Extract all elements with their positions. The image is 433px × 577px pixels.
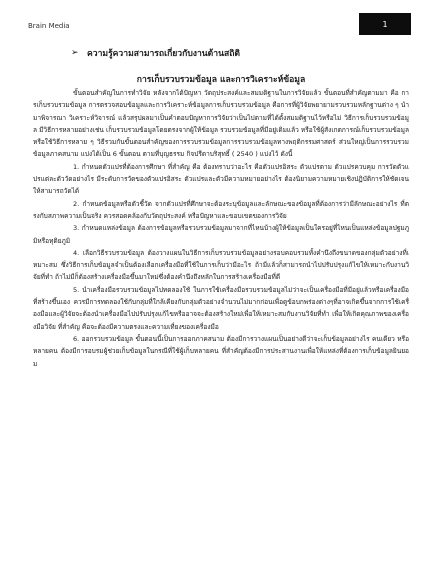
document-body (33, 46, 409, 370)
section-heading (71, 46, 409, 60)
brand-label: Brain Media (28, 22, 70, 30)
page-header (0, 0, 433, 42)
section-title: ความรู้ความสามารถเกี่ยวกับงานด้านสถิติ (87, 49, 240, 59)
page-number-badge: 1 (359, 13, 411, 35)
list-item: 4. เลือกวิธีรวบรวมข้อมูล ต้องวางแผนในวิธีการเก็บรวบรวมข้อมูลอย่างรอบคอบรวมทั้งคำนึงถึงขนาดของกลุ่มตัวอย่างที่เหมาะสม ซึ่งวิธีการเก็บข้อมูลจำเป็นต้องเลือกเครื่องมือที่ใช้ในการเก็บว่ามีอะไร ถ้ามีแล้วก็สามารถนำไปปรับปรุงแก้ไขให้เหมาะกับงานวิจัยที่ทำ ถ้าไม่มีก็ต้องสร้างเครื่องมือขึ้นมาใหม่ซึ่งต้องคำนึงถึงหลักในการสร้างเครื่องมือที่ดี (33, 248, 409, 282)
list-item: 3. กำหนดแหล่งข้อมูล ต้องการข้อมูลหรือรวบรวมข้อมูลมาจากที่ไหนบ้างผู้ให้ข้อมูลเป็นใครอยู่ที่ไหนเป็นแหล่งข้อมูลปฐมภูมิหรือทุติยภูมิ (33, 224, 409, 245)
list-item: 2. กำหนดข้อมูลหรือตัวชี้วัด จากตัวแปรที่ศึกษาจะต้องระบุข้อมูลและลักษณะของข้อมูลที่ต้องการว่ามีลักษณะอย่างไร ที่ตรงกับสภาพความเป็นจริง ควรสอดคล้องกับวัตถุประสงค์ หรือปัญหาและขอบเขตของการวิจัย (33, 199, 409, 220)
list-item: 5. นำเครื่องมือรวบรวมข้อมูลไปทดลองใช้ ในการใช้เครื่องมือรวบรวมข้อมูลไม่ว่าจะเป็นเครื่องมือที่มีอยู่แล้วหรือเครื่องมือที่สร้างขึ้นเอง ควรมีการทดลองใช้กับกลุ่มที่ใกล้เคียงกับกลุ่มตัวอย่างจำนวนไม่มากก่อนเพื่อดูข้อบกพร่องต่างๆที่อาจเกิดขึ้นจากการใช้เครื่องมือและผู้วิจัยจะต้องนำเครื่องมือไปปรับปรุงแก้ไขหรืออาจจะต้องสร้างใหม่เพื่อให้เหมาะสมกับงานวิจัยที่ทำ เพื่อให้เกิดคุณภาพของเครื่องมือวิจัย ที่สำคัญ คือจะต้องมีความตรงและความเที่ยงของเครื่องมือ (33, 285, 409, 331)
intro-paragraph: ขั้นตอนสำคัญในการทำวิจัย หลังจากได้ปัญหา วัตถุประสงค์และสมมติฐานในการวิจัยแล้ว ขั้นตอนที่สำคัญตามมา คือ การเก็บรวบรวมข้อมูล การตรวจสอบข้อมูลและการวิเคราะห์ข้อมูลการเก็บรวบรวมข้อมูล คือการที่ผู้วิจัยพยายามรวบรวมหลักฐานต่าง ๆ นำมาพิจารณา วิเคราะห์วิจารณ์ แล้วสรุปผลมาเป็นคำตอบปัญหาการวิจัยว่าเป็นไปตามที่ได้ตั้งสมมติฐานไว้หรือไม่ วิธีการเก็บรวบรวมข้อมูล มีวิธีการหลายอย่างเช่น เก็บรวบรวมข้อมูลโดยตรงจากผู้ให้ข้อมูล รวบรวมข้อมูลที่มีอยู่เดิมแล้ว หรือใช้ผู้สังเกตการณ์เก็บรวบรวมข้อมูล หรือใช้วิธีการหลาย ๆ วิธีรวมกันขั้นตอนสำคัญของการรวบรวมข้อมูลการรวบรวมข้อมูลทางพฤติกรรมศาสตร์ ส่วนใหญ่เป็นการรวบรวมข้อมูลภาคสนาม แบ่งได้เป็น 6 ขั้นตอน ตามที่บุญธรรม กิจปรีดาบริสุทธิ์ ( 2540 ) แบ่งไว้ ดังนี้ (33, 89, 409, 159)
list-item: 6. ออกรวบรวมข้อมูล ขั้นตอนนี้เป็นการออกภาคสนาม ต้องมีการวางแผนเป็นอย่างดีว่าจะเก็บข้อมูลอย่างไร คนเดียว หรือหลายคน ต้องมีการอบรมผู้ช่วยเก็บข้อมูลในกรณีที่ใช้ผู้เก็บหลายคน ที่สำคัญต้องมีการประสานงานเพื่อให้แหล่งที่ต้องการเก็บข้อมูลยินยอม (33, 334, 409, 368)
arrow-bullet-icon: ➢ (71, 48, 79, 58)
subtitle: การเก็บรวบรวมข้อมูล และการวิเคราะห์ข้อมูล (136, 75, 306, 85)
list-item: 1. กำหนดตัวแปรที่ต้องการศึกษา ที่สำคัญ คือ ต้องทราบว่าอะไร คือตัวแปรอิสระ ตัวแปรตาม ตัวแปรควบคุม การวัดตัวแปรแต่ละตัววัดอย่างไร มีระดับการวัดของตัวแปรอิสระ ตัวแปรและตัวมีความหมายอย่างไร ต้องนิยามความหมายเชิงปฏิบัติการให้ชัดเจนให้สามารถวัดได้ (33, 162, 409, 196)
